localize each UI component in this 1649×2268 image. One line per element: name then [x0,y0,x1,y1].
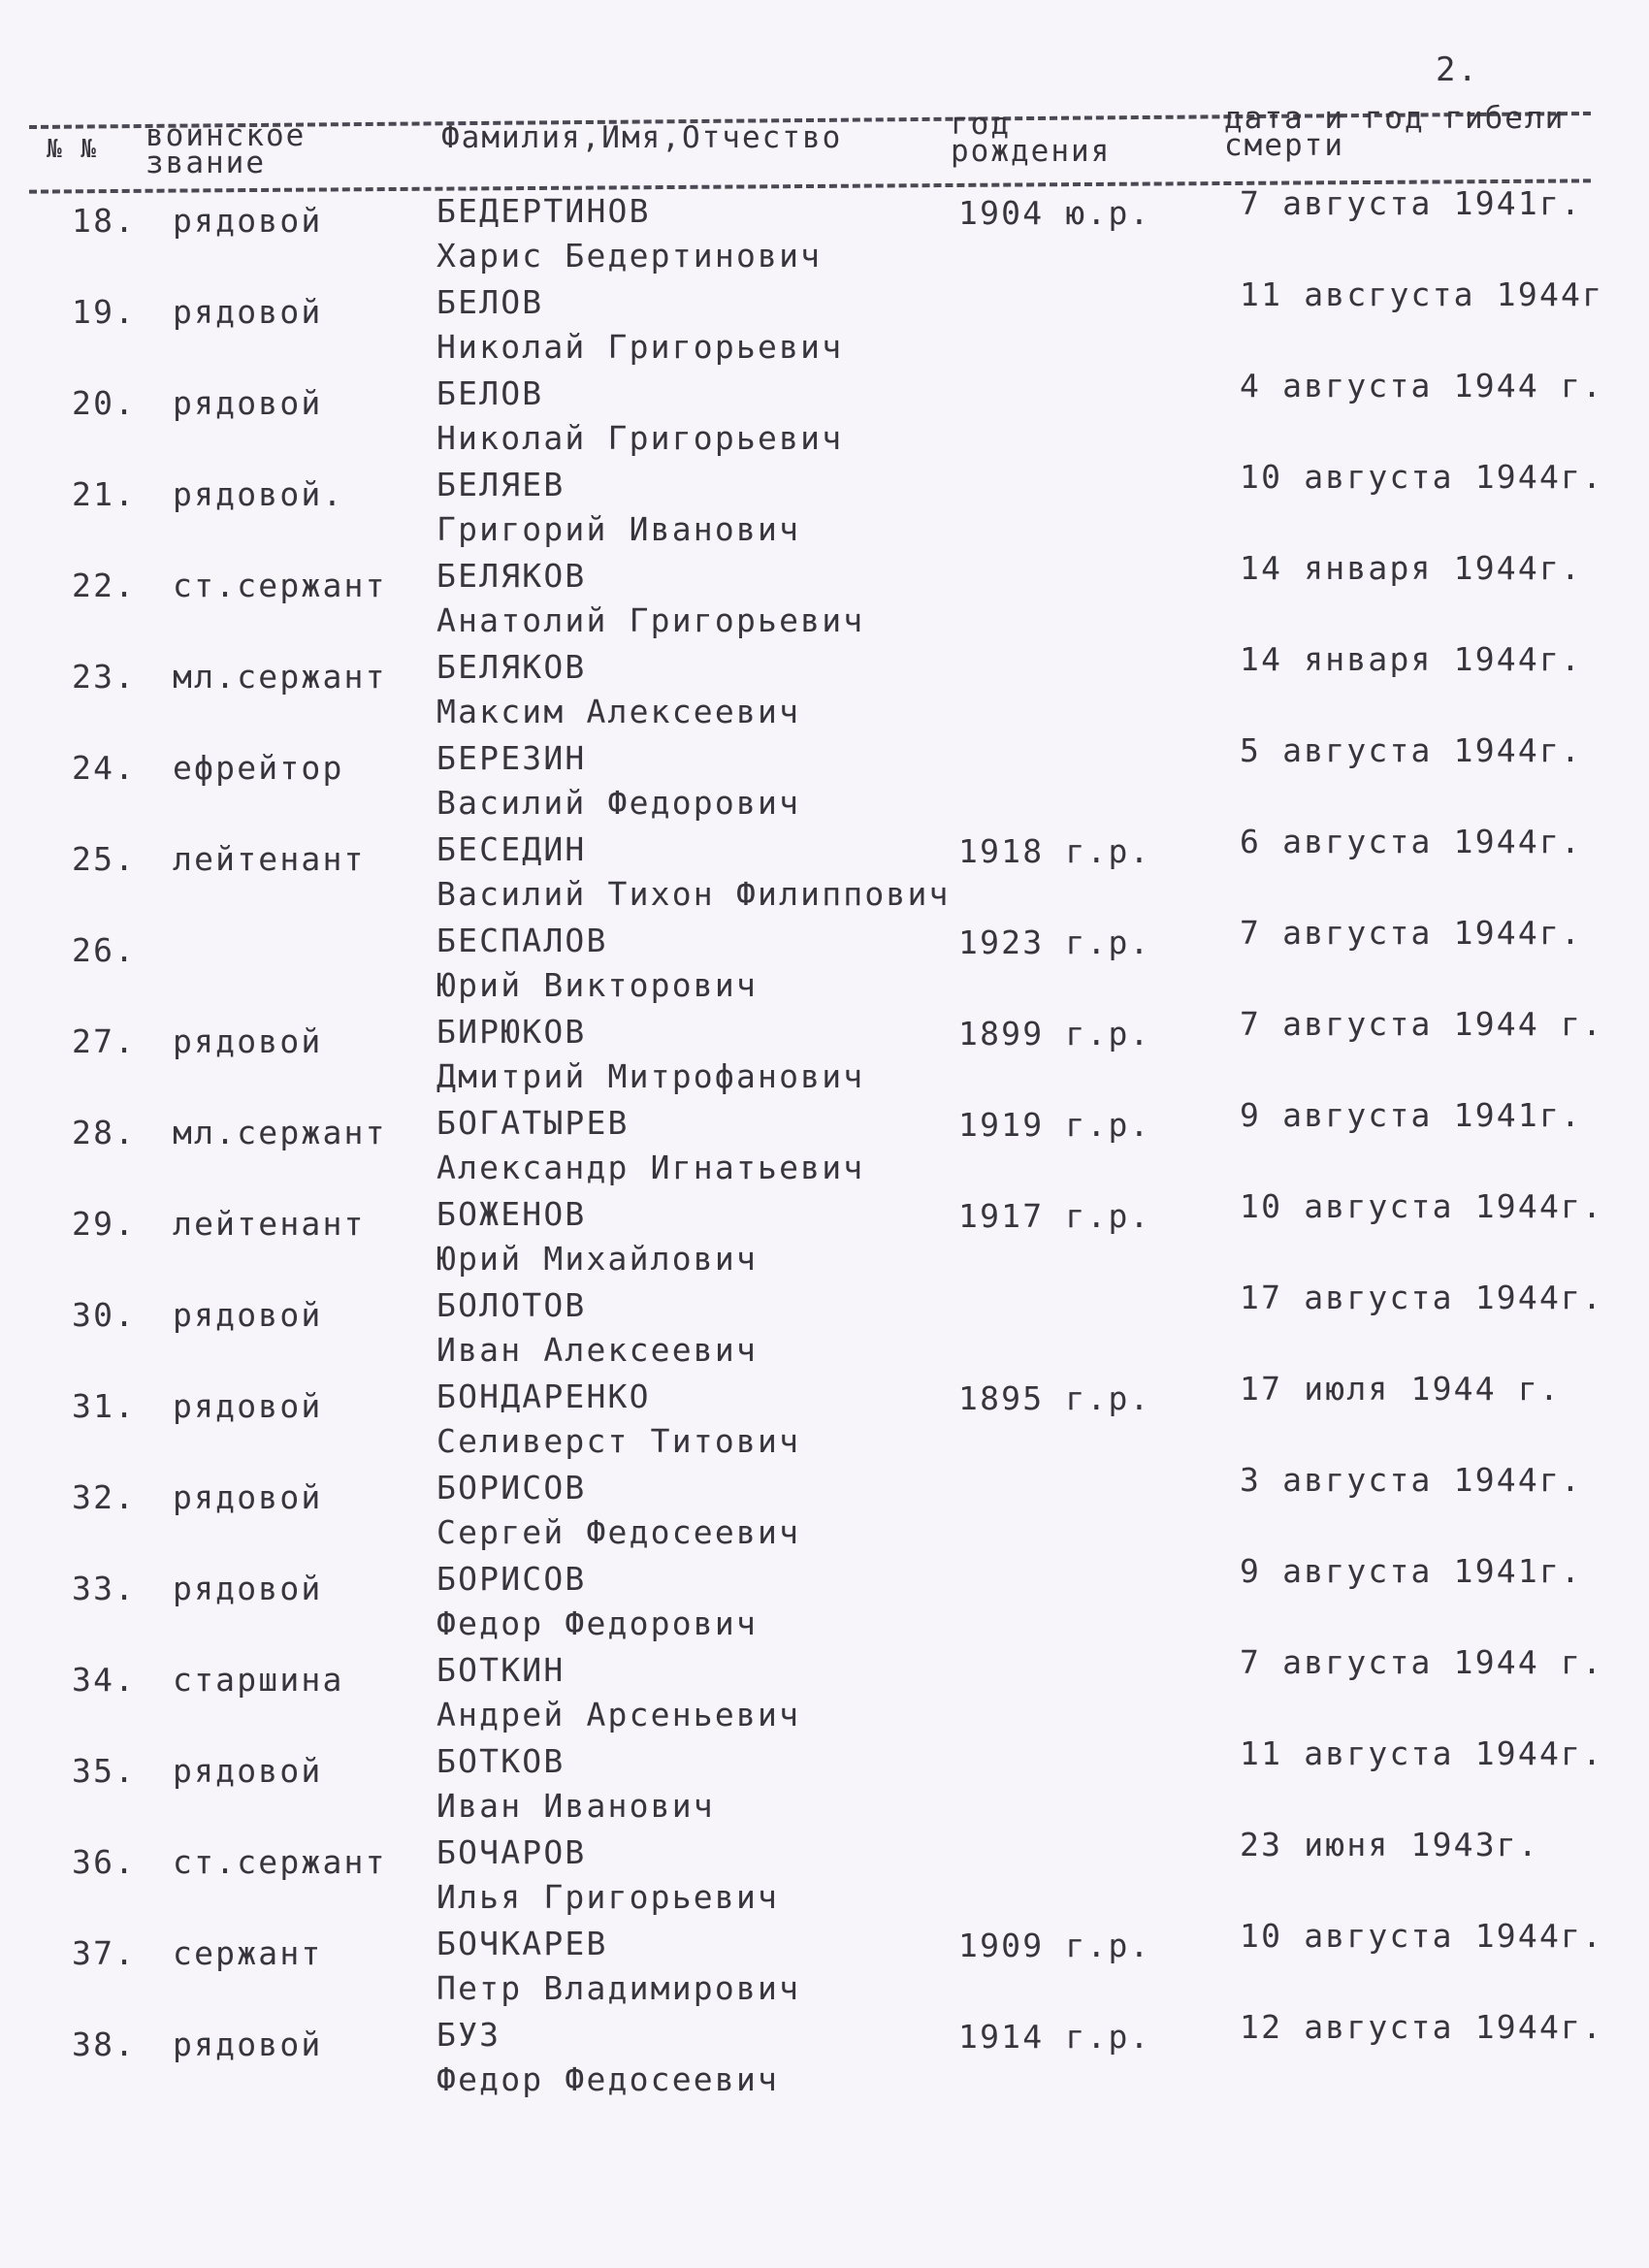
record-death-date: 14 января 1944г. [1240,640,1583,678]
record-row [0,184,1649,279]
record-row [0,549,1649,644]
record-rank: мл.сержант [173,1114,387,1151]
record-row [0,731,1649,826]
record-given-name: Селиверст Титович [436,1422,801,1460]
record-given-name: Сергей Федосеевич [436,1513,801,1551]
record-death-date: 11 августа 1944г. [1240,1734,1604,1772]
record-row [0,1826,1649,1921]
record-death-date: 4 августа 1944 г. [1240,367,1604,405]
record-number: 25. [72,840,137,878]
record-rank: рядовой [173,1570,323,1607]
record-number: 27. [72,1022,137,1060]
record-row [0,1734,1649,1830]
record-death-date: 7 августа 1944 г. [1240,1643,1604,1681]
record-death-date: 5 августа 1944г. [1240,731,1583,769]
header-rank-line-2: звание [146,146,266,180]
record-number: 23. [72,658,137,696]
record-row [0,275,1649,371]
record-given-name: Василий Тихон Филиппович [436,875,951,913]
record-death-date: 9 августа 1941г. [1240,1552,1583,1590]
record-row [0,1279,1649,1374]
record-row [0,1005,1649,1100]
record-given-name: Василий Федорович [436,784,801,822]
record-number: 20. [72,384,137,422]
record-row [0,458,1649,553]
header-name: Фамилия,Имя,Отчество [441,120,843,155]
record-row [0,640,1649,735]
record-surname: БОРИСОВ [436,1560,587,1598]
record-surname: БОЧАРОВ [436,1833,587,1871]
record-death-date: 17 августа 1944г. [1240,1279,1604,1316]
record-death-date: 7 августа 1944г. [1240,914,1583,952]
record-given-name: Дмитрий Митрофанович [436,1057,865,1095]
record-rank: рядовой [173,1296,323,1334]
record-death-date: 6 августа 1944г. [1240,823,1583,860]
record-row [0,1552,1649,1647]
record-death-date: 14 января 1944г. [1240,549,1583,587]
record-given-name: Андрей Арсеньевич [436,1696,801,1733]
record-rank: лейтенант [173,1205,366,1243]
record-number: 29. [72,1205,137,1243]
record-row [0,2008,1649,2103]
record-surname: БЕСЕДИН [436,830,587,868]
record-number: 18. [72,202,137,240]
record-rank: рядовой [173,1022,323,1060]
record-number: 38. [72,2025,137,2063]
record-row [0,1096,1649,1191]
record-given-name: Григорий Иванович [436,510,801,548]
header-death [1224,101,1566,163]
header-birth-line-2: рождения [951,134,1112,169]
record-death-date: 11 авсгуста 1944г [1240,275,1604,313]
record-birth-year: 1895 г.р. [958,1379,1151,1417]
record-row [0,1643,1649,1738]
record-surname: БЕСПАЛОВ [436,922,608,959]
header-rank-line-1: воинское [146,118,307,153]
record-death-date: 17 июля 1944 г. [1240,1370,1562,1408]
record-rank: рядовой [173,2025,323,2063]
record-number: 31. [72,1387,137,1425]
record-surname: БЕДЕРТИНОВ [436,192,651,230]
record-birth-year: 1923 г.р. [958,923,1151,961]
record-death-date: 9 августа 1941г. [1240,1096,1583,1134]
record-rank: лейтенант [173,840,366,878]
record-birth-year: 1899 г.р. [958,1015,1151,1053]
record-death-date: 23 июня 1943г. [1240,1826,1539,1863]
record-rank: сержант [173,1934,323,1972]
record-death-date: 10 августа 1944г. [1240,1917,1604,1955]
record-rank: рядовой [173,1752,323,1790]
page-number: 2. [1436,50,1479,89]
record-number: 30. [72,1296,137,1334]
record-number: 37. [72,1934,137,1972]
record-number: 21. [72,475,137,513]
record-birth-year: 1904 ю.р. [958,194,1151,232]
record-row [0,914,1649,1009]
record-death-date: 10 августа 1944г. [1240,458,1604,496]
record-given-name: Николай Григорьевич [436,328,844,366]
record-birth-year: 1919 г.р. [958,1106,1151,1144]
record-number: 35. [72,1752,137,1790]
header-rank [146,118,307,180]
record-number: 24. [72,749,137,787]
record-given-name: Анатолий Григорьевич [436,601,865,639]
record-birth-year: 1914 г.р. [958,2018,1151,2056]
record-number: 32. [72,1478,137,1516]
record-rank: рядовой [173,1478,323,1516]
record-rank: рядовой [173,384,323,422]
record-given-name: Петр Владимирович [436,1969,801,2007]
record-number: 28. [72,1114,137,1151]
record-given-name: Александр Игнатьевич [436,1149,865,1186]
record-surname: БЕРЕЗИН [436,739,587,777]
record-rank: ст.сержант [173,567,387,604]
record-surname: БЕЛОВ [436,374,544,412]
record-row [0,1187,1649,1282]
record-row [0,1461,1649,1556]
record-number: 33. [72,1570,137,1607]
record-rank: рядовой [173,293,323,331]
record-surname: БИРЮКОВ [436,1013,587,1051]
record-row [0,1917,1649,2012]
record-rank: ст.сержант [173,1843,387,1881]
record-rank: мл.сержант [173,658,387,696]
record-row [0,367,1649,462]
record-surname: БОЛОТОВ [436,1286,587,1324]
record-surname: БОЧКАРЕВ [436,1925,608,1962]
record-birth-year: 1917 г.р. [958,1197,1151,1235]
record-surname: БОГАТЫРЕВ [436,1104,630,1142]
header-death-line-2: смерти [1224,128,1344,163]
record-number: 22. [72,567,137,604]
record-surname: БОНДАРЕНКО [436,1377,651,1415]
header-birth-line-1: год [951,107,1011,142]
record-death-date: 7 августа 1944 г. [1240,1005,1604,1043]
record-given-name: Иван Иванович [436,1787,715,1825]
record-death-date: 3 августа 1944г. [1240,1461,1583,1499]
record-surname: БЕЛЯКОВ [436,648,587,686]
record-birth-year: 1909 г.р. [958,1927,1151,1964]
record-surname: БЕЛОВ [436,283,544,321]
record-birth-year: 1918 г.р. [958,832,1151,870]
record-given-name: Юрий Викторович [436,966,759,1004]
record-number: 19. [72,293,137,331]
record-number: 34. [72,1661,137,1699]
record-rank: ефрейтор [173,749,344,787]
record-number: 36. [72,1843,137,1881]
record-given-name: Харис Бедертинович [436,237,823,275]
record-surname: БОТКОВ [436,1742,566,1780]
record-surname: БОРИСОВ [436,1469,587,1507]
record-given-name: Федор Федорович [436,1604,759,1642]
record-given-name: Федор Федосеевич [436,2060,780,2098]
record-surname: БОТКИН [436,1651,566,1689]
record-given-name: Николай Григорьевич [436,419,844,457]
record-death-date: 10 августа 1944г. [1240,1187,1604,1225]
record-surname: БЕЛЯКОВ [436,557,587,595]
record-row [0,1370,1649,1465]
record-surname: БОЖЕНОВ [436,1195,587,1233]
record-rank: старшина [173,1661,344,1699]
record-rank: рядовой [173,1387,323,1425]
record-surname: БЕЛЯЕВ [436,466,566,503]
header-number: № № [47,135,98,164]
record-surname: БУЗ [436,2016,501,2054]
record-given-name: Максим Алексеевич [436,693,801,730]
record-given-name: Илья Григорьевич [436,1878,780,1916]
record-death-date: 12 августа 1944г. [1240,2008,1604,2046]
record-rank: рядовой [173,202,323,240]
record-rank: рядовой. [173,475,344,513]
record-death-date: 7 августа 1941г. [1240,184,1583,222]
record-given-name: Иван Алексеевич [436,1331,759,1369]
record-number: 26. [72,931,137,969]
header-death-line-1: дата и год гибели [1224,101,1566,136]
record-row [0,823,1649,918]
header-birth [951,107,1112,169]
record-given-name: Юрий Михайлович [436,1240,759,1278]
